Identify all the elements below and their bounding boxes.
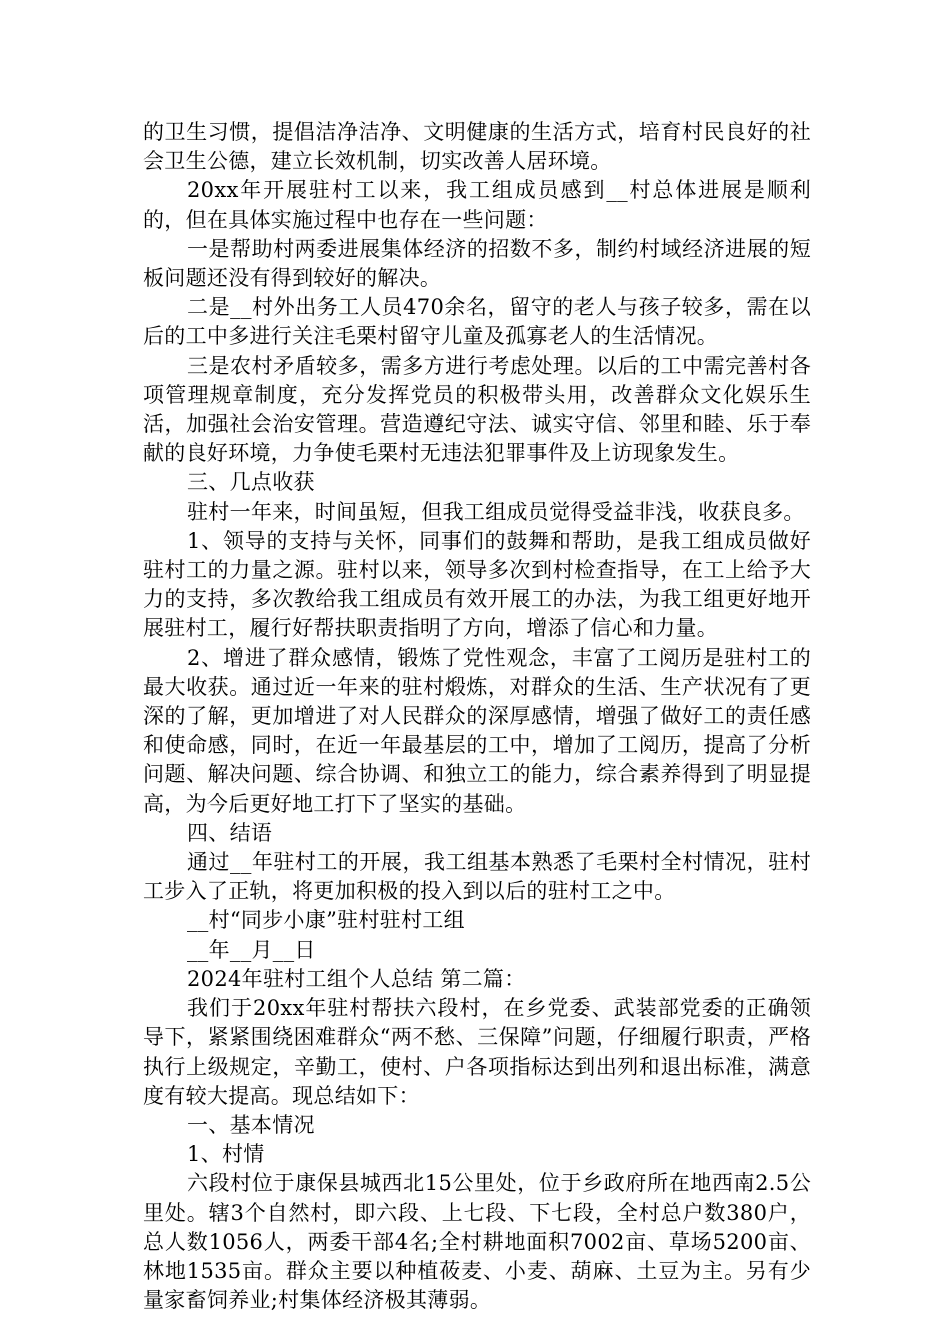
paragraph: 三是农村矛盾较多，需多方进行考虑处理。以后的工中需完善村各项管理规章制度，充分发挥党员的积极带头用，改善群众文化娱乐生活，加强社会治安管理。营造遵纪守法、诚实守信、邻里和睦、乐于奉献的良好环境，力争使毛栗村无违法犯罪事件及上访现象发生。 [143,353,811,466]
section-heading: 一、基本情况 [187,1112,315,1137]
paragraph: 驻村一年来，时间虽短，但我工组成员觉得受益非浅，收获良多。 [187,499,805,524]
paragraph: 通过__年驻村工的开展，我工组基本熟悉了毛栗村全村情况，驻村工步入了正轨，将更加积极的投入到以后的驻村工之中。 [143,850,811,904]
paragraph: 我们于20xx年驻村帮扶六段村，在乡党委、武装部党委的正确领导下，紧紧围绕困难群众“两不愁、三保障”问题，仔细履行职责，严格执行上级规定，辛勤工，使村、户各项指标达到出列和退出标准，满意度有较大提高。现总结如下： [143,996,811,1108]
paragraph: 六段村位于康保县城西北15公里处，位于乡政府所在地西南2.5公里处。辖3个自然村，即六段、上七段、下七段，全村总户数380户，总人数1056人，两委干部4名;全村耕地面积7002亩、草场5200亩、林地1535亩。群众主要以种植莜麦、小麦、葫麻、土豆为主。另有少量家畜饲养业;村集体经济极其薄弱。 [143,1171,811,1313]
paragraph: 的卫生习惯，提倡洁净洁净、文明健康的生活方式，培育村民良好的社会卫生公德，建立长效机制，切实改善人居环境。 [143,120,811,174]
paragraph: 二是__村外出务工人员470余名，留守的老人与孩子较多，需在以后的工中多进行关注毛栗村留守儿童及孤寡老人的生活情况。 [143,295,811,349]
paragraph: 20xx年开展驻村工以来，我工组成员感到__村总体进展是顺利的，但在具体实施过程中也存在一些问题： [143,178,811,232]
document-body [143,118,811,1315]
section-title: 2024年驻村工组个人总结 第二篇： [187,966,526,991]
signature-line: __村“同步小康”驻村驻村工组 [187,908,465,933]
date-line: __年__月__日 [187,937,316,962]
paragraph: 2、增进了群众感情，锻炼了党性观念，丰富了工阅历是驻村工的最大收获。通过近一年来的驻村煅炼，对群众的生活、生产状况有了更深的了解，更加增进了对人民群众的深厚感情，增强了做好工的责任感和使命感，同时，在近一年最基层的工中，增加了工阅历，提高了分析问题、解决问题、综合协调、和独立工的能力，综合素养得到了明显提高，为今后更好地工打下了坚实的基础。 [143,645,811,816]
paragraph: 一是帮助村两委进展集体经济的招数不多，制约村域经济进展的短板问题还没有得到较好的解决。 [143,236,811,291]
section-heading: 三、几点收获 [187,470,315,495]
subsection-heading: 1、村情 [187,1142,265,1167]
section-heading: 四、结语 [187,820,273,845]
paragraph: 1、领导的支持与关怀，同事们的鼓舞和帮助，是我工组成员做好驻村工的力量之源。驻村以来，领导多次到村检查指导，在工上给予大力的支持，多次教给我工组成员有效开展工的办法，为我工组更好地开展驻村工，履行好帮扶职责指明了方向，增添了信心和力量。 [143,528,811,641]
